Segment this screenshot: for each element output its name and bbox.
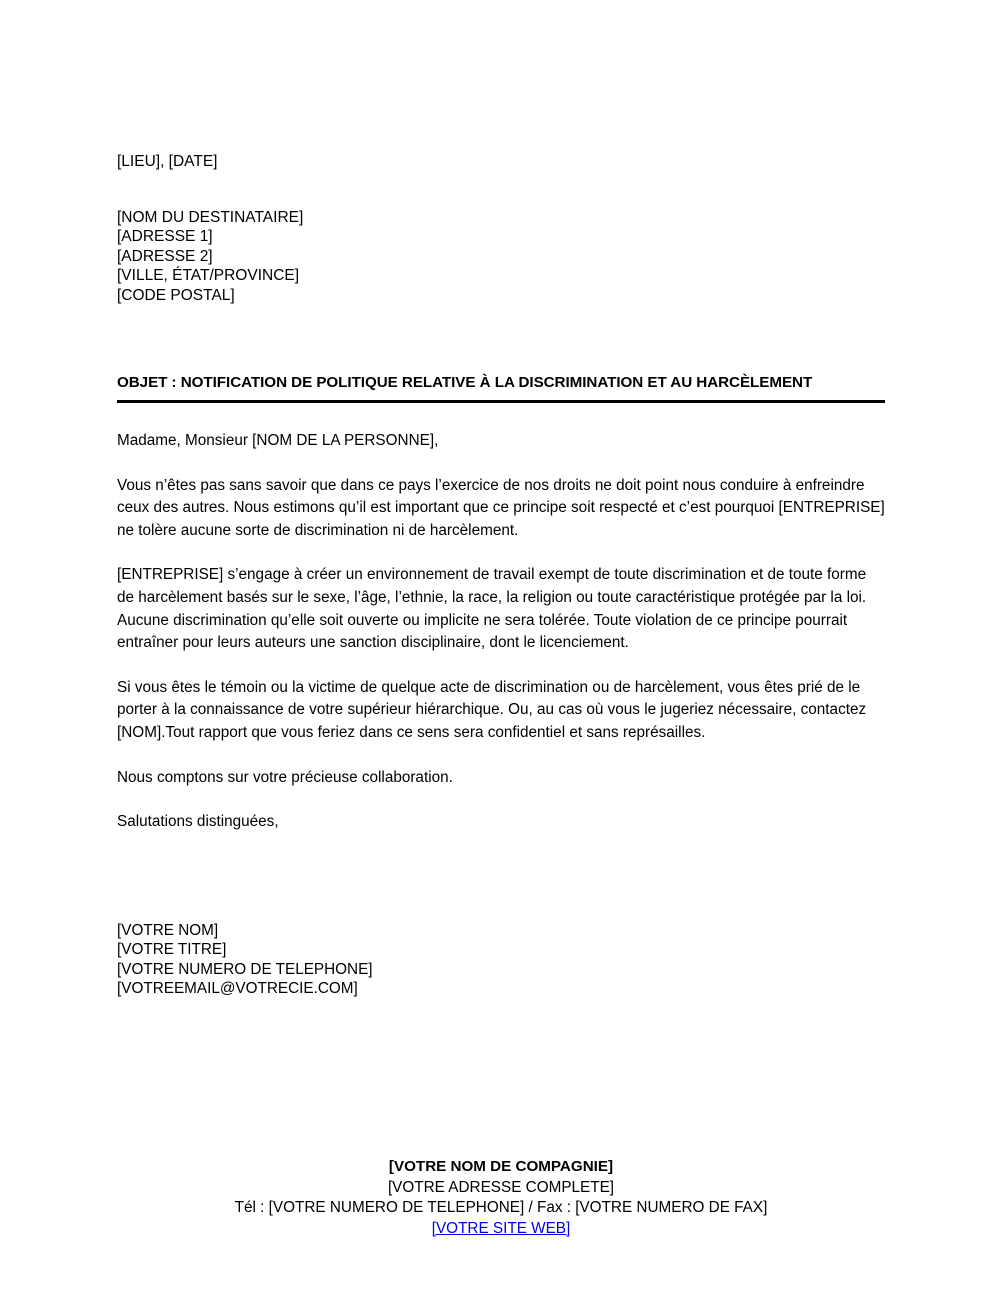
letter-body [117, 430, 885, 856]
body-paragraph-3: Si vous êtes le témoin ou la victime de quelque acte de discrimination ou de harcèlement, vous êtes prié de le porter à la connaissance de votre supérieur hiérarchique. Ou, au cas où vous le jugeriez nécessaire, contactez [NOM].Tout rapport que vous feriez dans ce sens sera confidentiel et sans représailles. [117, 678, 867, 741]
recipient-address-2: [ADRESSE 2] [117, 247, 213, 265]
footer-address: [VOTRE ADRESSE COMPLETE] [387, 1178, 615, 1196]
page-footer [117, 1157, 885, 1239]
sender-title: [VOTRE TITRE] [117, 941, 227, 959]
closing-note: Nous comptons sur votre précieuse collaboration. [117, 768, 453, 786]
recipient-address-block [117, 208, 303, 305]
salutation: Madame, Monsieur [NOM DE LA PERSONNE], [117, 432, 439, 449]
subject-section [117, 373, 885, 403]
horizontal-rule [117, 400, 885, 403]
body-paragraph-1: Vous n’êtes pas sans savoir que dans ce pays l’exercice de nos droits ne doit point nous conduire à enfreindre ceux des autres. Nous estimons qu’il est important que ce principe soit respecté et c’est pourquoi [ENTREPRISE] ne tolère aucune sorte de discrimination ni de harcèlement. [117, 476, 885, 539]
footer-website-line [117, 1219, 885, 1240]
footer-contact: Tél : [VOTRE NUMERO DE TELEPHONE] / Fax : [VOTRE NUMERO DE FAX] [234, 1199, 768, 1217]
recipient-city-state: [VILLE, ÉTAT/PROVINCE] [117, 267, 300, 285]
recipient-address-1: [ADRESSE 1] [117, 228, 213, 246]
recipient-postal-code: [CODE POSTAL] [117, 286, 235, 304]
subject-heading: OBJET : NOTIFICATION DE POLITIQUE RELATIVE À LA DISCRIMINATION ET AU HARCÈLEMENT [117, 374, 813, 391]
signature-block [117, 921, 373, 999]
body-paragraph-2: [ENTREPRISE] s’engage à créer un environnement de travail exempt de toute discrimination et de toute forme de harcèlement basés sur le sexe, l’âge, l’ethnie, la race, la religion ou toute caractéristique protégée par la loi. Aucune discrimination qu’elle soit ouverte ou implicite ne sera tolérée. Toute violation de ce principe pourrait entraîner pour leurs auteurs une sanction disciplinaire, dont le licenciement. [117, 566, 867, 652]
sender-email: [VOTREEMAIL@VOTRECIE.COM] [117, 980, 358, 998]
footer-company-name: [VOTRE NOM DE COMPAGNIE] [388, 1158, 614, 1175]
footer-website-link[interactable]: [VOTRE SITE WEB] [431, 1219, 571, 1237]
date-line: [LIEU], [DATE] [117, 153, 218, 170]
sender-name: [VOTRE NOM] [117, 922, 219, 939]
sender-phone: [VOTRE NUMERO DE TELEPHONE] [117, 960, 373, 978]
complimentary-close: Salutations distinguées, [117, 813, 279, 831]
recipient-name: [NOM DU DESTINATAIRE] [117, 209, 304, 226]
date-block [117, 152, 218, 171]
